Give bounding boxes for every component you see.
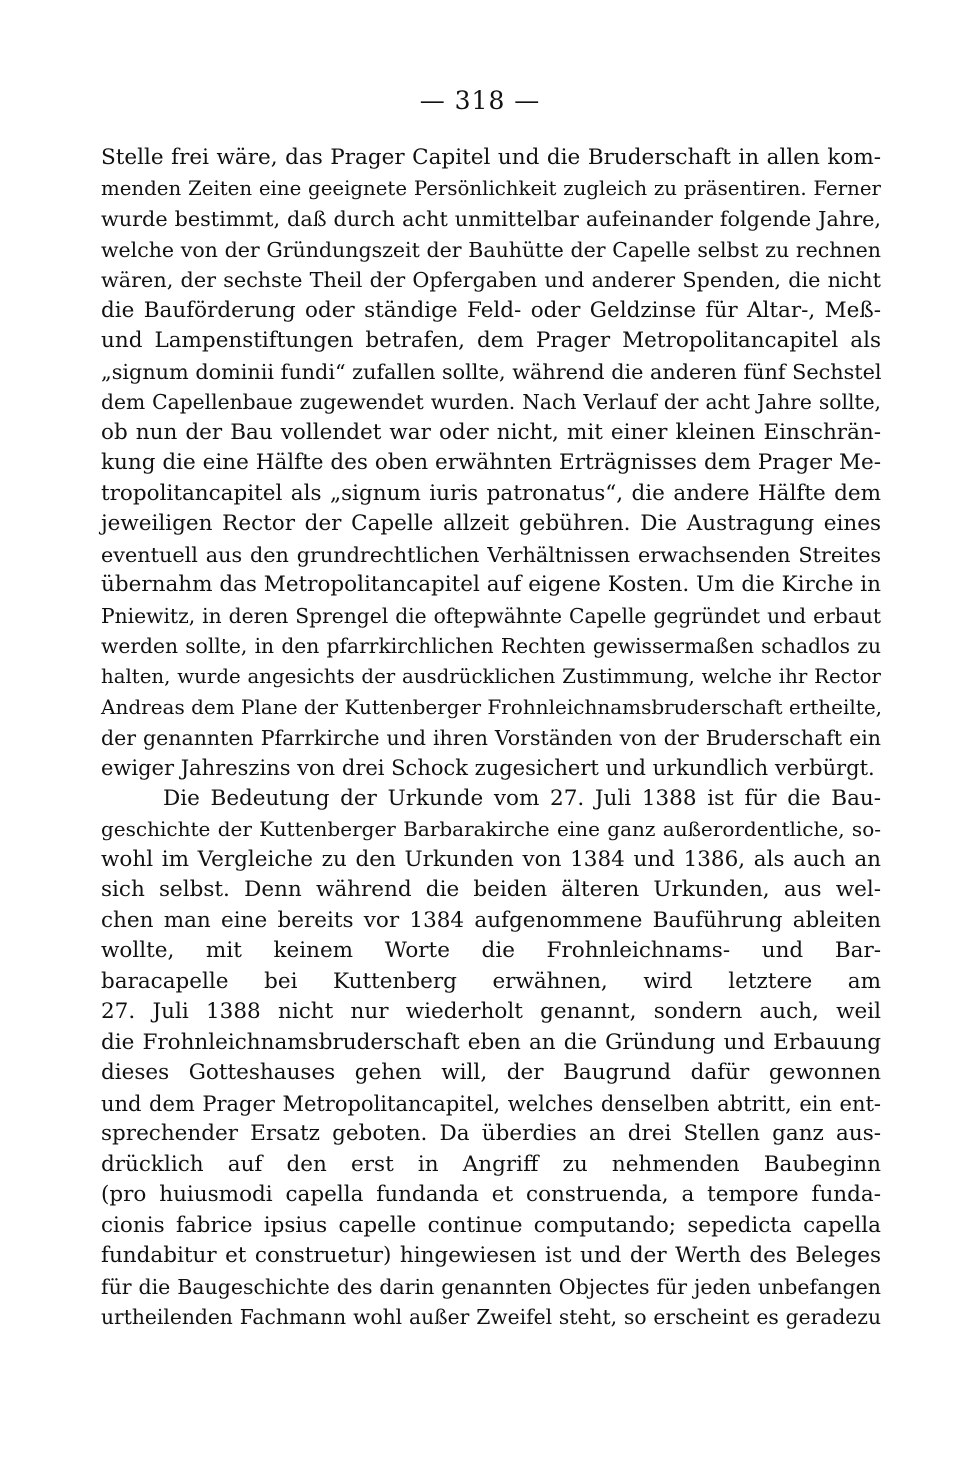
text-line: ob nun der Bau vollendet war oder nicht, mit einer kleinen Einschrän- [101,419,881,445]
text-line: wohl im Vergleiche zu den Urkunden von 1384 und 1386, als auch an [101,846,881,872]
text-line: wurde bestimmt, daß durch acht unmittelbar aufeinander folgende Jahre, [101,207,881,231]
text-line: urtheilenden Fachmann wohl außer Zweifel steht, so erscheint es geradezu [101,1305,881,1329]
text-line: wären, der sechste Theil der Opfergaben und anderer Spenden, die nicht [101,268,881,292]
text-line: jeweiligen Rector der Capelle allzeit gebühren. Die Austragung eines [101,511,881,536]
text-line: fundabitur et construetur) hingewiesen ist und der Werth des Beleges [101,1243,881,1268]
text-line: für die Baugeschichte des darin genannten Objectes für jeden unbefangen [101,1274,881,1299]
text-line: wollte, mit keinem Worte die Frohnleichnams- und Bar- [101,938,881,963]
text-line: menden Zeiten eine geeignete Persönlichkeit zugleich zu präsentiren. Ferner [101,176,881,200]
text-line: Stelle frei wäre, das Prager Capitel und die Bruderschaft in allen kom- [101,145,881,170]
text-line: dem Capellenbaue zugewendet wurden. Nach Verlauf der acht Jahre sollte, [101,390,881,414]
text-line: halten, wurde angesichts der ausdrücklichen Zustimmung, welche ihr Rector [101,664,881,688]
text-line: tropolitancapitel als „signum iuris patronatus“, die andere Hälfte dem [101,480,881,506]
text-line: eventuell aus den grundrechtlichen Verhältnissen erwachsenden Streites [101,542,881,567]
body-text [101,143,881,1333]
text-line: der genannten Pfarrkirche und ihren Vorständen von der Bruderschaft ein [101,725,881,750]
text-line: cionis fabrice ipsius capelle continue computando; sepedicta capella [101,1212,881,1238]
text-line: baracapelle bei Kuttenberg erwähnen, wird letztere am [101,968,881,994]
text-line: geschichte der Kuttenberger Barbarakirche eine ganz außerordentliche, so- [101,817,881,841]
page-number: — 318 — [419,86,541,115]
text-line: Pniewitz, in deren Sprengel die oftерwähnte Capelle gegründet und erbaut [101,603,881,628]
text-line: welche von der Gründungszeit der Bauhütte der Capelle selbst zu rechnen [101,237,881,262]
text-line: kung die eine Hälfte des oben erwähnten Erträgnisses dem Prager Me- [101,450,881,475]
text-line: (pro huiusmodi capella fundanda et construenda, a tempore funda- [101,1182,881,1207]
text-line: die Frohnleichnamsbruderschaft eben an die Gründung und Erbauung [101,1029,881,1055]
text-line: Andreas dem Plane der Kuttenberger Frohnleichnamsbruderschaft ertheilte, [101,695,883,719]
text-line: drücklich auf den erst in Angriff zu nehmenden Baubeginn [101,1151,881,1177]
text-line: und Lampenstiftungen betrafen, dem Prager Metropolitancapitel als [101,328,881,353]
text-line: übernahm das Metropolitancapitel auf eigene Kosten. Um die Kirche in [101,572,881,597]
text-line: chen man eine bereits vor 1384 aufgenommene Bauführung ableiten [101,907,881,933]
text-line: sprechender Ersatz geboten. Da überdies an drei Stellen ganz aus- [101,1121,881,1146]
text-line: die Bauförderung oder ständige Feld- oder Geldzinse für Altar-, Meß- [101,297,881,323]
text-line: sich selbst. Denn während die beiden älteren Urkunden, aus wel- [101,877,881,902]
text-line: Die Bedeutung der Urkunde vom 27. Juli 1388 ist für die Bau- [163,785,881,811]
text-line: 27. Juli 1388 nicht nur wiederholt genannt, sondern auch, weil [101,999,881,1024]
text-line: werden sollte, in den pfarrkirchlichen Rechten gewissermaßen schadlos zu [101,634,881,658]
text-line: und dem Prager Metropolitancapitel, welches denselben abtritt, ein ent- [101,1091,881,1116]
text-line: dieses Gotteshauses gehen will, der Baugrund dafür gewonnen [101,1060,881,1085]
text-line: „signum dominii fundi“ zufallen sollte, während die anderen fünf Sechstel [101,359,882,384]
text-line: ewiger Jahreszins von drei Schock zugesichert und urkundlich verbürgt. [101,756,875,780]
